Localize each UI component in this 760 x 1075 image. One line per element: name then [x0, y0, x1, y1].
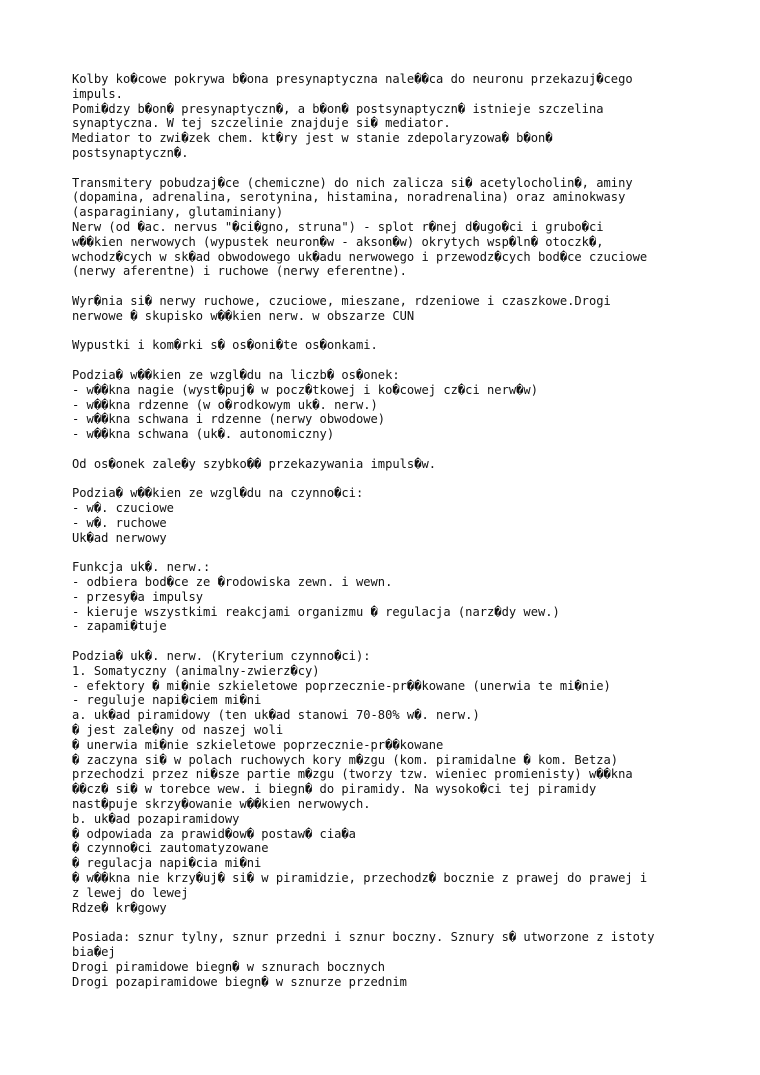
- text-line: synaptyczna. W tej szczelinie znajduje si� mediator.: [72, 116, 451, 131]
- text-line: (dopamina, adrenalina, serotynina, histamina, noradrenalina) oraz aminokwasy: [72, 190, 626, 205]
- list-item: � jest zale�ny od naszej woli: [72, 723, 284, 738]
- text-line: Pomi�dzy b�on� presynaptyczn�, a b�on� postsynaptyczn� istnieje szczelina: [72, 101, 604, 116]
- list-item: - w��kna nagie (wyst�puj� w pocz�tkowej i ko�cowej cz�ci nerw�w): [72, 382, 538, 397]
- text-line: Drogi piramidowe biegn� w sznurach bocznych: [72, 959, 386, 974]
- text-line: Funkcja uk�. nerw.:: [72, 560, 211, 575]
- text-line: Wypustki i kom�rki s� os�oni�te os�onkami.: [72, 338, 378, 353]
- text-line: a. uk�ad piramidowy (ten uk�ad stanowi 70-80% w�. nerw.): [72, 708, 480, 723]
- text-line: nerwowe � skupisko w��kien nerw. w obszarze CUN: [72, 308, 415, 323]
- list-item: - odbiera bod�ce ze �rodowiska zewn. i wewn.: [72, 575, 393, 590]
- text-line: Wyr�nia si� nerwy ruchowe, czuciowe, mieszane, rdzeniowe i czaszkowe.Drogi: [72, 293, 611, 308]
- text-line: w��kien nerwowych (wypustek neuron�w - akson�w) okrytych wsp�ln� otoczk�,: [72, 234, 604, 249]
- paragraph-gap: [72, 324, 732, 339]
- paragraph-gap: [72, 442, 732, 457]
- text-line: Podzia� uk�. nerw. (Kryterium czynno�ci):: [72, 649, 371, 664]
- list-item: � zaczyna si� w polach ruchowych kory m�zgu (kom. piramidalne � kom. Betza): [72, 752, 619, 767]
- list-item: � regulacja napi�cia mi�ni: [72, 856, 262, 871]
- text-line: Nerw (od �ac. nervus "�ci�gno, struna") - splot r�nej d�ugo�ci i grubo�ci: [72, 219, 604, 234]
- list-item: - w��kna schwana (uk�. autonomiczny): [72, 427, 335, 442]
- list-item: - reguluje napi�ciem mi�ni: [72, 693, 262, 708]
- list-item: - w��kna rdzenne (w o�rodkowym uk�. nerw.): [72, 397, 378, 412]
- text-line: nast�puje skrzy�owanie w��kien nerwowych.: [72, 797, 371, 812]
- text-line: Od os�onek zale�y szybko�� przekazywania impuls�w.: [72, 456, 437, 471]
- text-line: 1. Somatyczny (animalny-zwierz�cy): [72, 663, 320, 678]
- text-line: Kolby ko�cowe pokrywa b�ona presynaptyczna nale��ca do neuronu przekazuj�cego: [72, 72, 633, 86]
- text-line: bia�ej: [72, 945, 116, 960]
- paragraph-gap: [72, 353, 732, 368]
- section-heading: Uk�ad nerwowy: [72, 530, 167, 545]
- list-item: - efektory � mi�nie szkieletowe poprzecznie-pr��kowane (unerwia te mi�nie): [72, 678, 611, 693]
- text-line: Podzia� w��kien ze wzgl�du na liczb� os�onek:: [72, 367, 400, 382]
- list-item: - w��kna schwana i rdzenne (nerwy obwodowe): [72, 412, 386, 427]
- text-line: z lewej do lewej: [72, 885, 189, 900]
- paragraph-gap: [72, 634, 732, 649]
- text-line: postsynaptyczn�.: [72, 145, 189, 160]
- text-line: Podzia� w��kien ze wzgl�du na czynno�ci:: [72, 486, 364, 501]
- text-line: impuls.: [72, 86, 123, 101]
- text-line: Transmitery pobudzaj�ce (chemiczne) do nich zalicza si� acetylocholin�, aminy: [72, 175, 633, 190]
- section-heading: Rdze� kr�gowy: [72, 900, 167, 915]
- text-line: (nerwy aferentne) i ruchowe (nerwy eferentne).: [72, 264, 407, 279]
- paragraph-gap: [72, 472, 732, 487]
- text-line: Drogi pozapiramidowe biegn� w sznurze przednim: [72, 974, 407, 989]
- text-line: Posiada: sznur tylny, sznur przedni i sznur boczny. Sznury s� utworzone z istoty: [72, 930, 655, 945]
- document-page: [72, 72, 732, 989]
- paragraph-gap: [72, 161, 732, 176]
- text-line: wchodz�cych w sk�ad obwodowego uk�adu nerwowego i przewodz�cych bod�ce czuciowe: [72, 249, 648, 264]
- text-line: (asparaginiany, glutaminiany): [72, 205, 284, 220]
- list-item: � czynno�ci zautomatyzowane: [72, 841, 269, 856]
- list-item: � w��kna nie krzy�uj� si� w piramidzie, przechodz� bocznie z prawej do prawej i: [72, 871, 648, 886]
- paragraph-gap: [72, 546, 732, 561]
- paragraph-gap: [72, 279, 732, 294]
- text-line: b. uk�ad pozapiramidowy: [72, 811, 240, 826]
- paragraph-gap: [72, 915, 732, 930]
- list-item: - zapami�tuje: [72, 619, 167, 634]
- list-item: - kieruje wszystkimi reakcjami organizmu � regulacja (narz�dy wew.): [72, 604, 560, 619]
- list-item: � unerwia mi�nie szkieletowe poprzecznie-pr��kowane: [72, 737, 444, 752]
- text-line: Mediator to zwi�zek chem. kt�ry jest w stanie zdepolaryzowa� b�on�: [72, 131, 553, 146]
- list-item: - przesy�a impulsy: [72, 589, 204, 604]
- list-item: - w�. ruchowe: [72, 515, 167, 530]
- text-line: ��cz� si� w torebce wew. i biegn� do piramidy. Na wysoko�ci tej piramidy: [72, 782, 597, 797]
- list-item: - w�. czuciowe: [72, 501, 174, 516]
- list-item: � odpowiada za prawid�ow� postaw� cia�a: [72, 826, 356, 841]
- text-line: przechodzi przez ni�sze partie m�zgu (tworzy tzw. wieniec promienisty) w��kna: [72, 767, 633, 782]
